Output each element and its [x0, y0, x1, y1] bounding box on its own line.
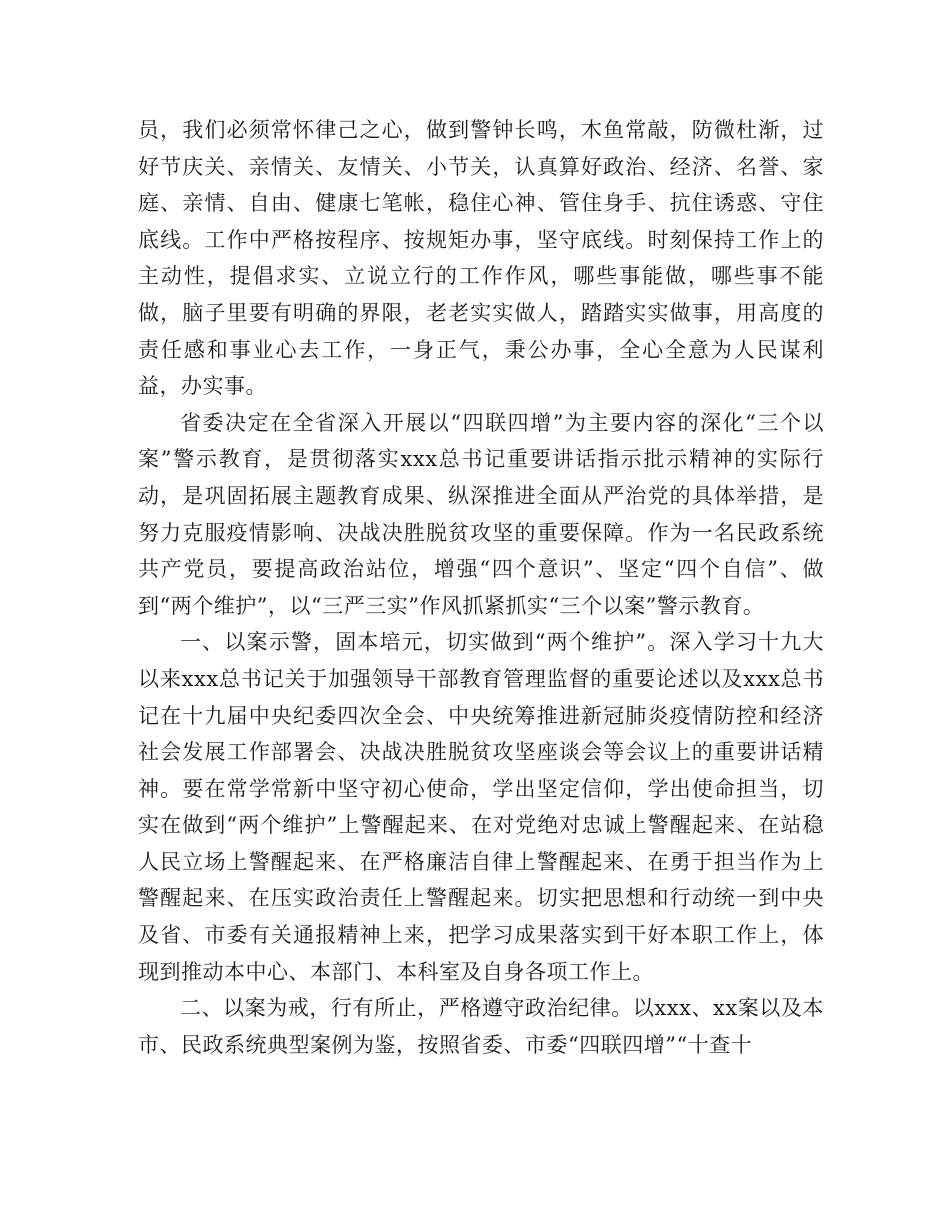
paragraph-1: 员，我们必须常怀律己之心，做到警钟长鸣，木鱼常敲，防微杜渐，过好节庆关、亲情关、友情关、小节关，认真算好政治、经济、名誉、家庭、亲情、自由、健康七笔帐，稳住心神、管住身手、抗住诱惑、守住底线。工作中严格按程序、按规矩办事，坚守底线。时刻保持工作上的主动性，提倡求实、立说立行的工作作风，哪些事能做，哪些事不能做，脑子里要有明确的界限，老老实实做人，踏踏实实做事，用高度的责任感和事业心去工作，一身正气，秉公办事，全心全意为人民谋利益，办实事。	[138, 118, 824, 399]
document-body	[138, 112, 824, 1063]
paragraph-3: 一、以案示警，固本培元，切实做到“两个维护”。深入学习十九大以来xxx总书记关于加强领导干部教育管理监督的重要论述以及xxx总书记在十九届中央纪委四次全会、中央统筹推进新冠肺炎疫情防控和经济社会发展工作部署会、决战决胜脱贫攻坚座谈会等会议上的重要讲话精神。要在常学常新中坚守初心使命，学出坚定信仰，学出使命担当，切实在做到“两个维护”上警醒起来、在对党绝对忠诚上警醒起来、在站稳人民立场上警醒起来、在严格廉洁自律上警醒起来、在勇于担当作为上警醒起来、在压实政治责任上警醒起来。切实把思想和行动统一到中央及省、市委有关通报精神上来，把学习成果落实到干好本职工作上，体现到推动本中心、本部门、本科室及自身各项工作上。	[138, 630, 824, 984]
paragraph-4: 二、以案为戒，行有所止，严格遵守政治纪律。以xxx、xx案以及本市、民政系统典型案例为鉴，按照省委、市委“四联四增”“十查十	[138, 996, 824, 1057]
paragraph-2: 省委决定在全省深入开展以“四联四增”为主要内容的深化“三个以案”警示教育，是贯彻落实xxx总书记重要讲话指示批示精神的实际行动，是巩固拓展主题教育成果、纵深推进全面从严治党的具体举措，是努力克服疫情影响、决战决胜脱贫攻坚的重要保障。作为一名民政系统共产党员，要提高政治站位，增强“四个意识”、坚定“四个自信”、做到“两个维护”，以“三严三实”作风抓紧抓实“三个以案”警示教育。	[138, 410, 824, 618]
